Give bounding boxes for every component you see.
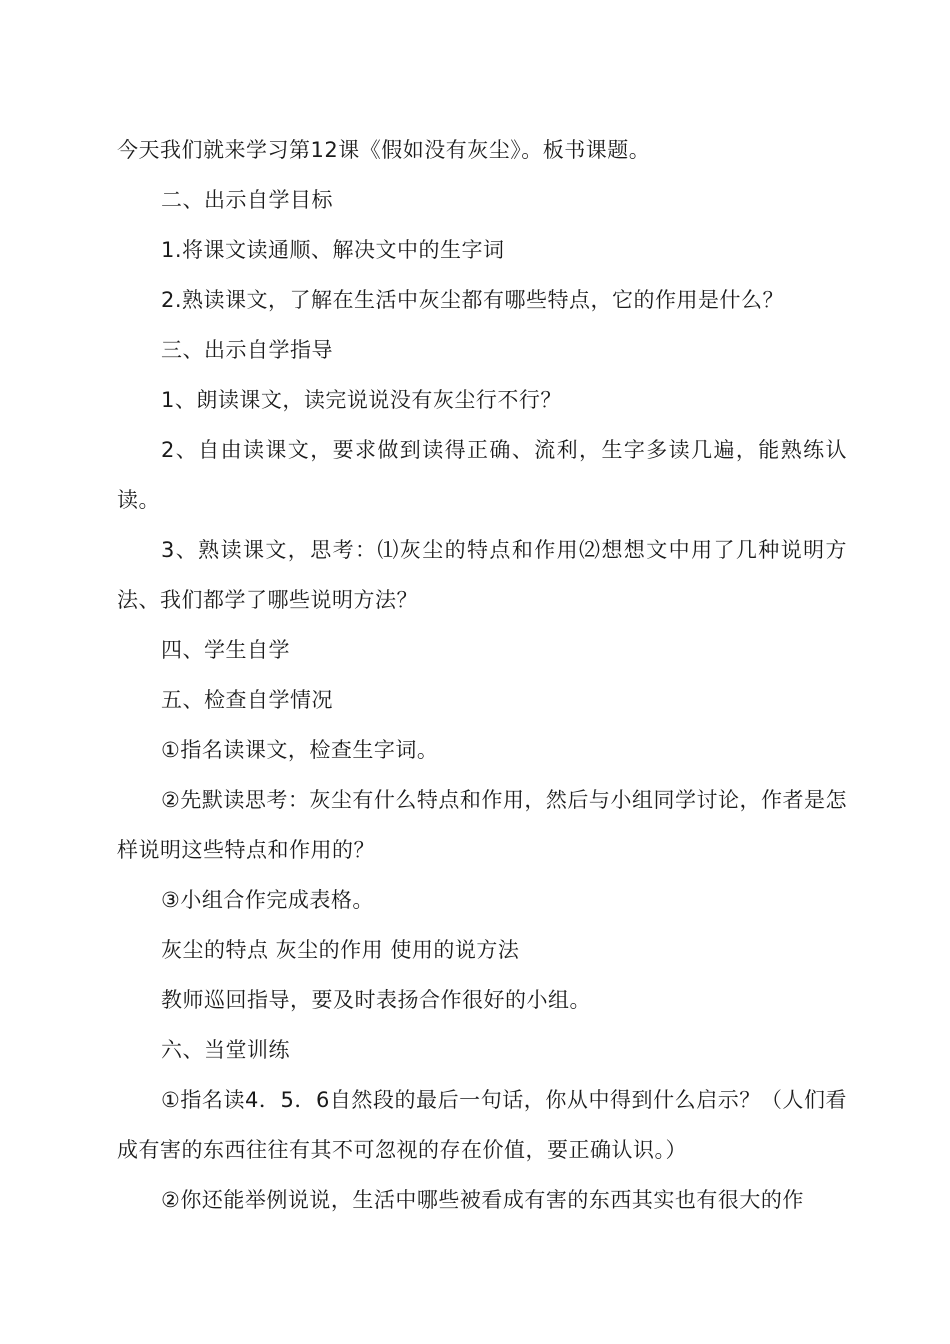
table-header-line: 灰尘的特点 灰尘的作用 使用的说方法 xyxy=(161,938,520,962)
paragraph-guide-3: 3、熟读课文，思考：⑴灰尘的特点和作用⑵想想文中用了几种说明方法、我们都学了哪些说明方法？ xyxy=(117,538,847,612)
heading-section-4: 四、学生自学 xyxy=(161,638,290,662)
heading-section-3: 三、出示自学指导 xyxy=(161,338,333,362)
paragraph-teacher: 教师巡回指导，要及时表扬合作很好的小组。 xyxy=(161,988,591,1012)
document-body xyxy=(117,125,847,1225)
heading-section-2: 二、出示自学目标 xyxy=(161,188,333,212)
paragraph-goal-1: 1.将课文读通顺、解决文中的生字词 xyxy=(161,238,505,262)
paragraph-guide-1: 1、朗读课文，读完说说没有灰尘行不行？ xyxy=(161,388,562,412)
heading-section-6: 六、当堂训练 xyxy=(161,1038,290,1062)
paragraph-goal-2: 2.熟读课文，了解在生活中灰尘都有哪些特点，它的作用是什么？ xyxy=(161,288,785,312)
paragraph-check-1: ①指名读课文，检查生字词。 xyxy=(161,738,439,762)
paragraph-guide-2: 2、自由读课文，要求做到读得正确、流利，生字多读几遍，能熟练认读。 xyxy=(117,438,847,512)
heading-section-5: 五、检查自学情况 xyxy=(161,688,333,712)
paragraph-training-2: ②你还能举例说说，生活中哪些被看成有害的东西其实也有很大的作 xyxy=(161,1188,804,1212)
paragraph-check-2: ②先默读思考：灰尘有什么特点和作用，然后与小组同学讨论，作者是怎样说明这些特点和作用的？ xyxy=(117,788,847,862)
paragraph-intro: 今天我们就来学习第12课《假如没有灰尘》。板书课题。 xyxy=(117,138,651,162)
paragraph-training-1: ①指名读4．5．6自然段的最后一句话，你从中得到什么启示？（人们看成有害的东西往往有其不可忽视的存在价值，要正确认识。） xyxy=(117,1088,847,1162)
paragraph-check-3: ③小组合作完成表格。 xyxy=(161,888,374,912)
